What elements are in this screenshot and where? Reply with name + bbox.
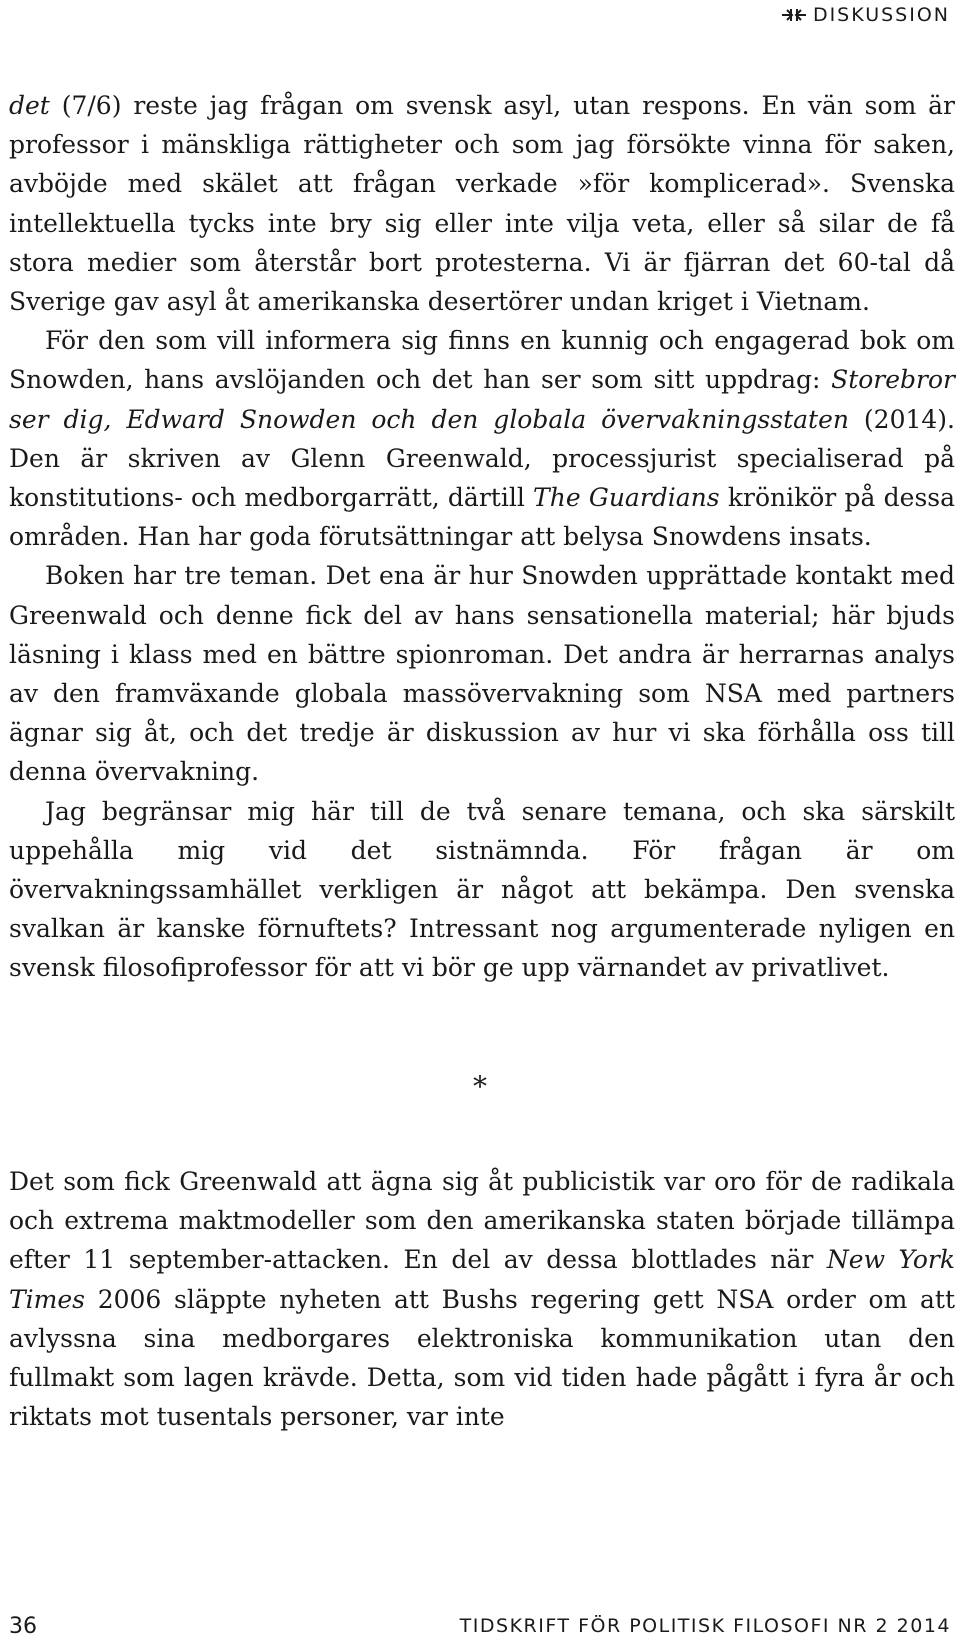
running-header <box>781 0 950 30</box>
paragraph-4: Jag begränsar mig här till de två senare temana, och ska särskilt uppehålla mig vid det sistnämnda. För frågan är om övervakningssamhället verkligen är något att bekämpa. Den svenska svalkan är kanske förnuftets? Intressant nog argumenterade nyligen en svensk filosofiprofessor för att vi bör ge upp värnandet av privatlivet. <box>9 796 955 983</box>
paragraph-2 <box>9 321 955 556</box>
paragraph-5-text-b: 2006 släppte nyheten att Bushs regering gett NSA order om att avlyssna sina medborgares elektroniska kommunikation utan den fullmakt som lagen krävde. Detta, som vid tiden hade pågått i fyra år och riktats mot tusentals personer, var inte <box>9 1284 955 1432</box>
newspaper-title-2: New York Times <box>9 1245 955 1314</box>
section-label: DISKUSSION <box>812 4 950 26</box>
page-footer <box>9 1611 951 1641</box>
section-separator: * <box>473 1070 487 1103</box>
paragraph-1 <box>9 86 955 321</box>
article-body-continued <box>9 1162 955 1436</box>
paragraph-3: Boken har tre teman. Det ena är hur Snowden upprättade kontakt med Greenwald och denne fick del av hans sensationella material; här bjuds läsning i klass med en bättre spionroman. Det andra är herrarnas analys av den framväxande globala massövervakning som NSA med partners ägnar sig åt, och det tredje är diskussion av hur vi ska förhålla oss till denna övervakning. <box>9 561 955 787</box>
newspaper-title: The Guardians <box>533 483 720 513</box>
lead-italic: det <box>9 91 50 120</box>
paragraph-2-text-c: krönikör på dessa områden. Han har goda förutsättningar att belysa Snowdens insats. <box>9 483 956 552</box>
paragraph-2-text-b: (2014). Den är skriven av Glenn Greenwald, processjurist specialiserad på konstitutions- och medborgarrätt, därtill <box>9 404 955 513</box>
article-body <box>9 86 955 988</box>
paragraph-5-text-a: Det som fick Greenwald att ägna sig åt publicistik var oro för de radikala och extrema maktmodeller som den amerikanska staten började tillämpa efter 11 september-attacken. En del av dessa blottlades när <box>9 1167 955 1275</box>
paragraph-1-text: (7/6) reste jag frågan om svensk asyl, utan respons. En vän som är professor i mänskliga rättigheter och som jag försökte vinna för saken, avböjde med skälet att frågan verkade »för komplicerad». Svenska intellektuella tycks inte bry sig eller inte vilja veta, eller så silar de få stora medier som återstår bort protesterna. Vi är fjärran det 60-tal då Sverige gav asyl åt amerikanska desertörer undan kriget i Vietnam. <box>9 91 955 317</box>
book-title: Storebror ser dig, Edward Snowden och den globala övervakningsstaten <box>9 365 955 434</box>
journal-title: TIDSKRIFT FÖR POLITISK FILOSOFI NR 2 2014 <box>459 1615 951 1637</box>
paragraph-5 <box>9 1162 955 1436</box>
paragraph-2-text-a: För den som vill informera sig finns en kunnig och engagerad bok om Snowden, hans avslöjanden och det han ser som sitt uppdrag: <box>9 326 955 395</box>
page-number: 36 <box>9 1613 37 1639</box>
arrows-inward-icon <box>781 7 807 23</box>
